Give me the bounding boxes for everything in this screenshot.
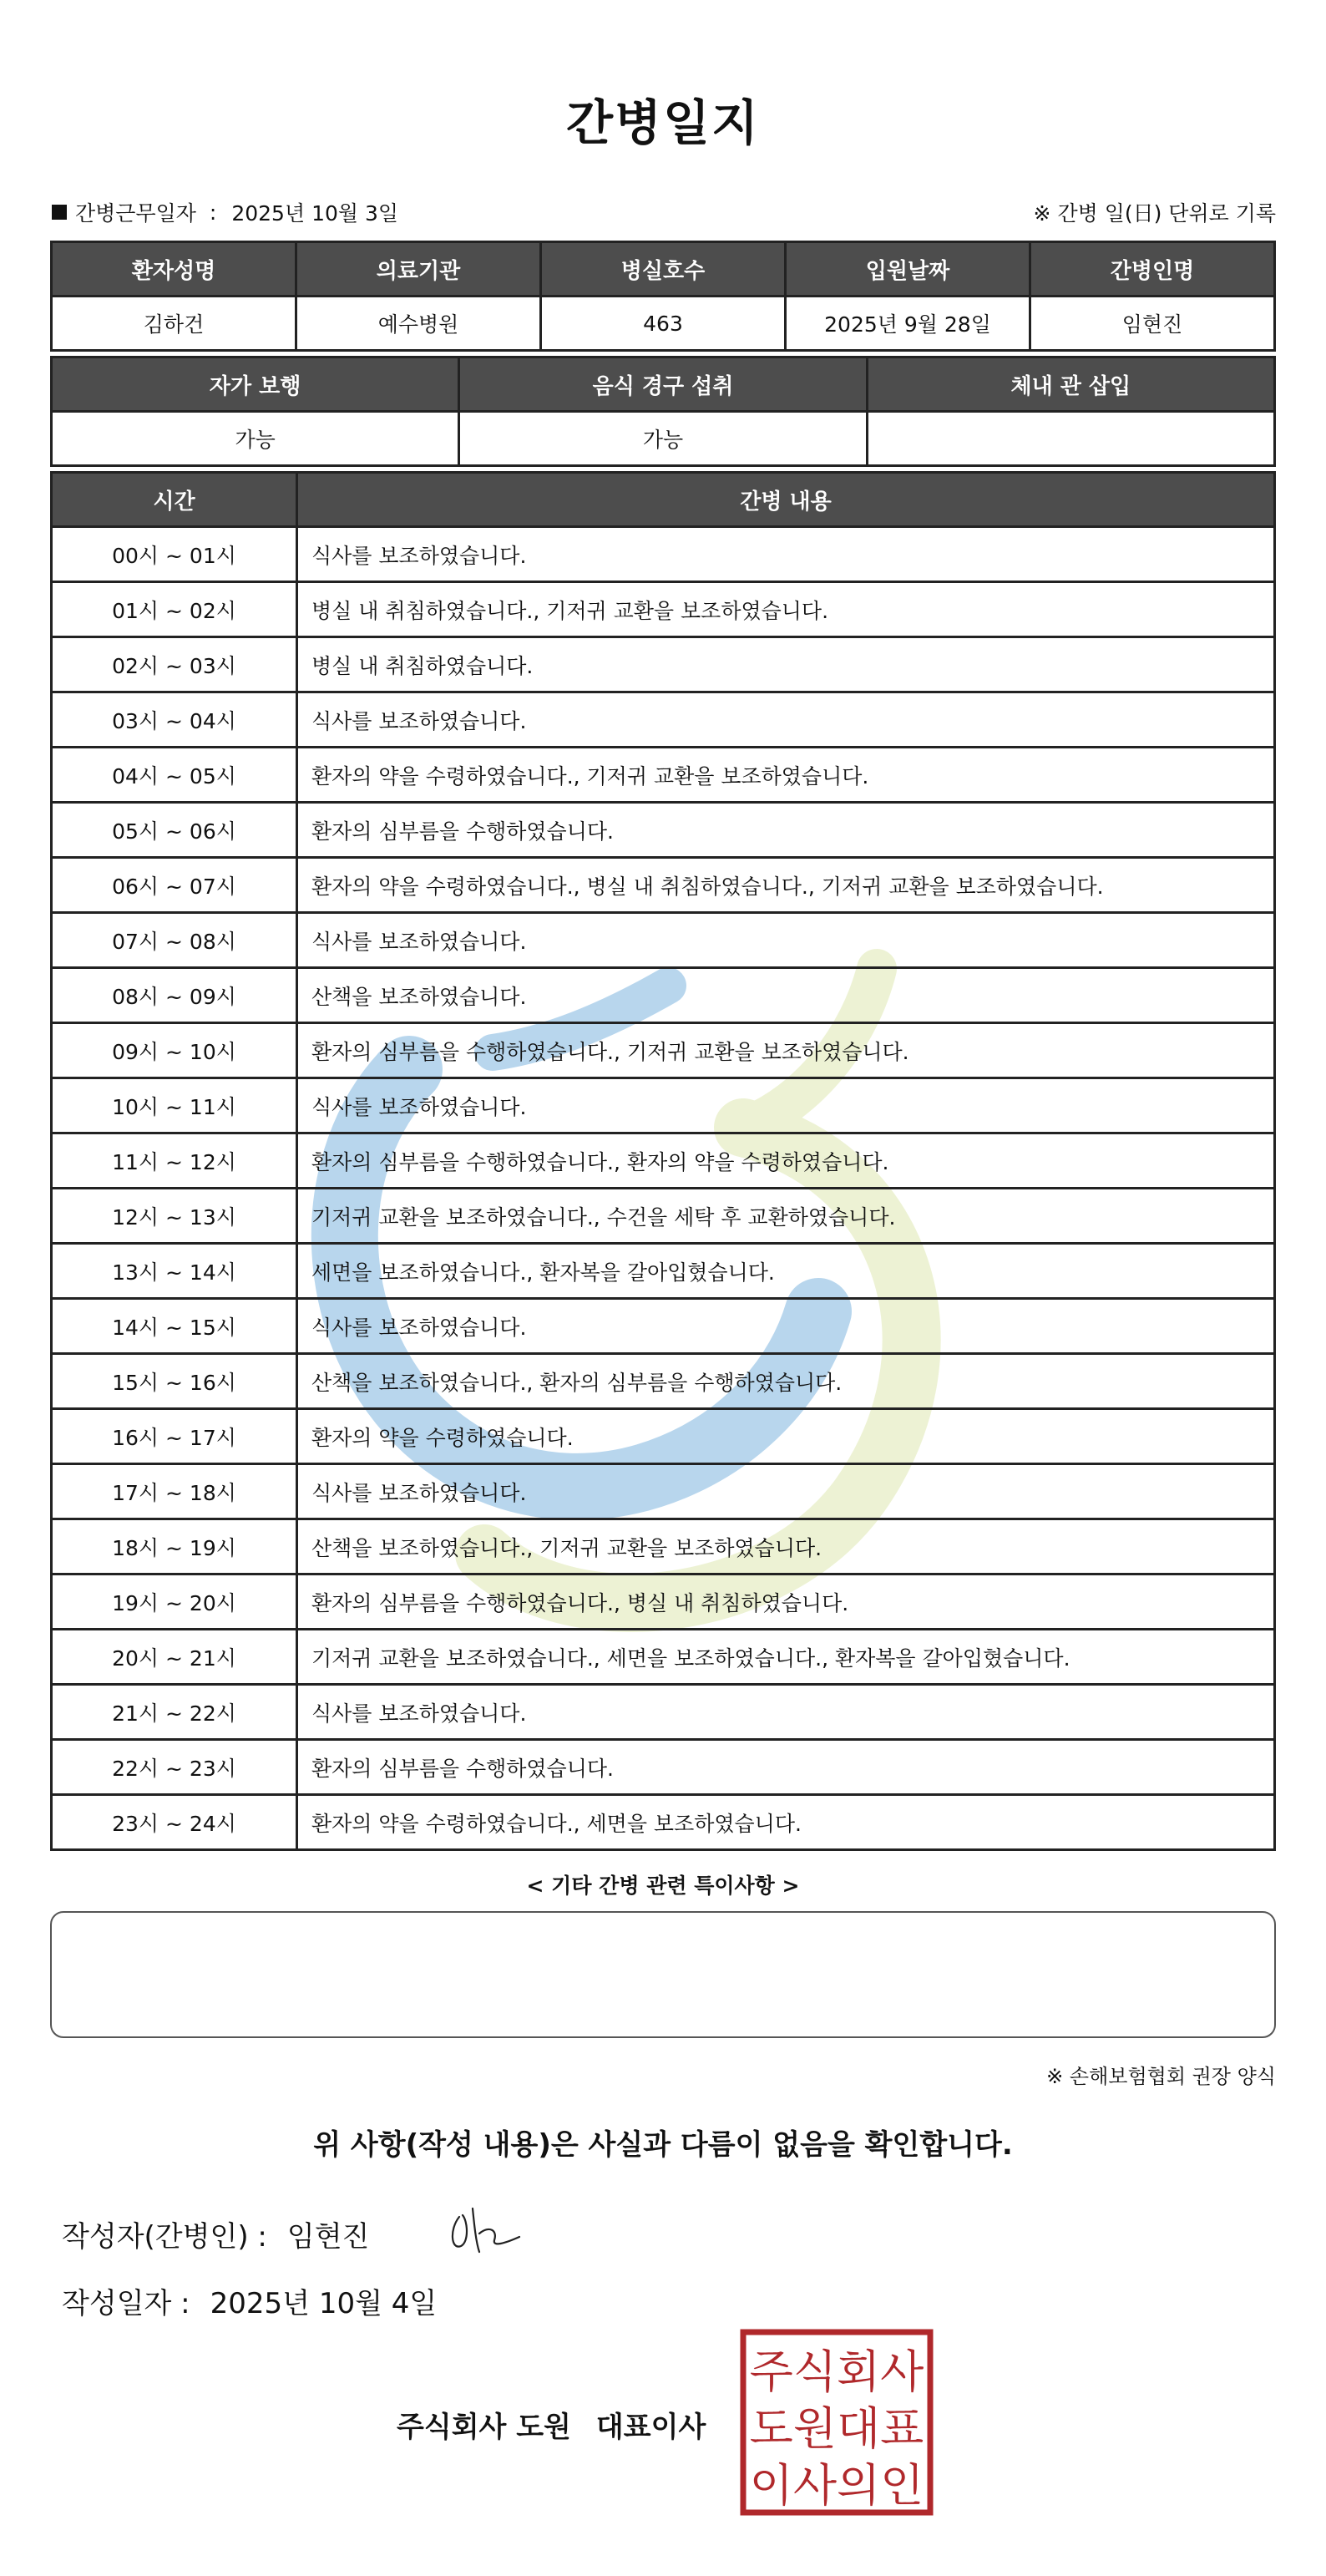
time-cell: 10시 ~ 11시 — [52, 1078, 297, 1133]
content-cell: 기저귀 교환을 보조하였습니다., 수건을 세탁 후 교환하였습니다. — [297, 1189, 1275, 1244]
confirmation-statement: 위 사항(작성 내용)은 사실과 다름이 없음을 확인합니다. — [313, 2128, 1013, 2162]
status-header: 자가 보행 — [52, 357, 459, 412]
status-header: 체내 관 삽입 — [867, 357, 1274, 412]
info-header: 간병인명 — [1030, 242, 1275, 297]
content-cell: 산책을 보조하였습니다., 환자의 심부름을 수행하였습니다. — [297, 1354, 1275, 1409]
content-cell: 기저귀 교환을 보조하였습니다., 세면을 보조하였습니다., 환자복을 갈아입혔습니다. — [297, 1630, 1275, 1685]
content-cell: 산책을 보조하였습니다. — [297, 968, 1275, 1023]
content-cell: 환자의 심부름을 수행하였습니다., 기저귀 교환을 보조하였습니다. — [297, 1023, 1275, 1078]
info-header: 의료기관 — [296, 242, 541, 297]
time-cell: 23시 ~ 24시 — [52, 1795, 297, 1850]
write-date-value: 2025년 10월 4일 — [210, 2287, 438, 2320]
table-row — [52, 1023, 1275, 1078]
caregiver-name: 임현진 — [1030, 297, 1275, 351]
content-column-header: 간병 내용 — [297, 473, 1275, 527]
table-row — [52, 1630, 1275, 1685]
time-cell: 19시 ~ 20시 — [52, 1575, 297, 1630]
care-log-rows — [52, 527, 1275, 1850]
time-cell: 12시 ~ 13시 — [52, 1189, 297, 1244]
table-row — [52, 1244, 1275, 1299]
table-row — [52, 748, 1275, 803]
time-cell: 01시 ~ 02시 — [52, 582, 297, 637]
time-cell: 00시 ~ 01시 — [52, 527, 297, 582]
writer-name: 임현진 — [286, 2220, 370, 2254]
remarks-box — [50, 1911, 1276, 2038]
table-row — [52, 858, 1275, 913]
content-cell: 환자의 약을 수령하였습니다. — [297, 1409, 1275, 1464]
table-row — [52, 1575, 1275, 1630]
content-cell: 식사를 보조하였습니다. — [297, 1685, 1275, 1740]
table-row — [52, 1685, 1275, 1740]
table-row — [52, 1740, 1275, 1795]
time-cell: 11시 ~ 12시 — [52, 1133, 297, 1189]
content-cell: 환자의 심부름을 수행하였습니다. — [297, 803, 1275, 858]
company-line — [397, 2404, 706, 2445]
table-row — [52, 1464, 1275, 1519]
work-date-value: 2025년 10월 3일 — [231, 201, 399, 226]
seal-line: 도원대표 — [749, 2402, 924, 2455]
content-cell: 식사를 보조하였습니다. — [297, 1299, 1275, 1354]
patient-name: 김하건 — [52, 297, 296, 351]
writer-label: 작성자(간병인) : — [62, 2220, 267, 2254]
table-row — [52, 1133, 1275, 1189]
table-row — [52, 527, 1275, 582]
content-cell: 환자의 약을 수령하였습니다., 병실 내 취침하였습니다., 기저귀 교환을 보조하였습니다. — [297, 858, 1275, 913]
content-cell: 환자의 심부름을 수행하였습니다. — [297, 1740, 1275, 1795]
table-row — [52, 1189, 1275, 1244]
content-cell: 식사를 보조하였습니다. — [297, 913, 1275, 968]
work-date-line — [52, 197, 398, 227]
unit-note: ※ 간병 일(日) 단위로 기록 — [1033, 201, 1276, 226]
table-row — [52, 582, 1275, 637]
time-cell: 17시 ~ 18시 — [52, 1464, 297, 1519]
hospital-name: 예수병원 — [296, 297, 541, 351]
time-column-header: 시간 — [52, 473, 297, 527]
seal-line: 주식회사 — [749, 2345, 924, 2398]
oral-intake-status: 가능 — [459, 412, 867, 466]
table-row — [52, 1795, 1275, 1850]
content-cell: 환자의 약을 수령하였습니다., 기저귀 교환을 보조하였습니다. — [297, 748, 1275, 803]
room-number: 463 — [541, 297, 786, 351]
table-row — [52, 913, 1275, 968]
time-cell: 21시 ~ 22시 — [52, 1685, 297, 1740]
time-cell: 13시 ~ 14시 — [52, 1244, 297, 1299]
time-cell: 18시 ~ 19시 — [52, 1519, 297, 1575]
time-cell: 20시 ~ 21시 — [52, 1630, 297, 1685]
time-cell: 22시 ~ 23시 — [52, 1740, 297, 1795]
time-cell: 04시 ~ 05시 — [52, 748, 297, 803]
admission-date: 2025년 9월 28일 — [786, 297, 1030, 351]
work-date-separator: : — [209, 200, 217, 225]
content-cell: 환자의 심부름을 수행하였습니다., 환자의 약을 수령하였습니다. — [297, 1133, 1275, 1189]
company-name: 주식회사 도원 — [397, 2411, 571, 2444]
content-cell: 환자의 심부름을 수행하였습니다., 병실 내 취침하였습니다. — [297, 1575, 1275, 1630]
time-cell: 08시 ~ 09시 — [52, 968, 297, 1023]
status-header: 음식 경구 섭취 — [459, 357, 867, 412]
content-cell: 식사를 보조하였습니다. — [297, 1078, 1275, 1133]
table-row — [52, 637, 1275, 692]
content-cell: 환자의 약을 수령하였습니다., 세면을 보조하였습니다. — [297, 1795, 1275, 1850]
patient-info-table — [50, 241, 1276, 352]
info-header: 환자성명 — [52, 242, 296, 297]
company-seal-stamp — [740, 2329, 934, 2516]
time-cell: 15시 ~ 16시 — [52, 1354, 297, 1409]
table-row — [52, 803, 1275, 858]
seal-line: 이사의인 — [749, 2459, 924, 2512]
square-bullet-icon — [52, 205, 67, 220]
content-cell: 병실 내 취침하였습니다., 기저귀 교환을 보조하였습니다. — [297, 582, 1275, 637]
time-cell: 06시 ~ 07시 — [52, 858, 297, 913]
time-cell: 03시 ~ 04시 — [52, 692, 297, 748]
page-title: 간병일지 — [565, 94, 761, 151]
time-cell: 09시 ~ 10시 — [52, 1023, 297, 1078]
content-cell: 식사를 보조하였습니다. — [297, 692, 1275, 748]
remarks-title: < 기타 간병 관련 특이사항 > — [526, 1874, 800, 1898]
write-date-line — [62, 2280, 437, 2321]
content-cell: 산책을 보조하였습니다., 기저귀 교환을 보조하였습니다. — [297, 1519, 1275, 1575]
patient-status-table — [50, 356, 1276, 467]
time-cell: 07시 ~ 08시 — [52, 913, 297, 968]
care-log-table — [50, 471, 1276, 1851]
time-cell: 16시 ~ 17시 — [52, 1409, 297, 1464]
info-header: 병실호수 — [541, 242, 786, 297]
time-cell: 05시 ~ 06시 — [52, 803, 297, 858]
work-date-label: 간병근무일자 — [75, 201, 196, 226]
company-title: 대표이사 — [595, 2411, 706, 2444]
content-cell: 식사를 보조하였습니다. — [297, 1464, 1275, 1519]
table-row — [52, 1354, 1275, 1409]
table-row — [52, 1519, 1275, 1575]
signature-image — [443, 2200, 559, 2259]
table-row — [52, 692, 1275, 748]
time-cell: 02시 ~ 03시 — [52, 637, 297, 692]
time-cell: 14시 ~ 15시 — [52, 1299, 297, 1354]
content-cell: 병실 내 취침하였습니다. — [297, 637, 1275, 692]
writer-line — [62, 2213, 369, 2254]
content-cell: 식사를 보조하였습니다. — [297, 527, 1275, 582]
tube-insertion-status — [867, 412, 1274, 466]
info-header: 입원날짜 — [786, 242, 1030, 297]
content-cell: 세면을 보조하였습니다., 환자복을 갈아입혔습니다. — [297, 1244, 1275, 1299]
table-row — [52, 968, 1275, 1023]
table-row — [52, 1078, 1275, 1133]
table-row — [52, 1409, 1275, 1464]
form-note: ※ 손해보험협회 권장 양식 — [1046, 2065, 1276, 2088]
table-row — [52, 1299, 1275, 1354]
walking-status: 가능 — [52, 412, 459, 466]
write-date-label: 작성일자 : — [62, 2287, 190, 2320]
